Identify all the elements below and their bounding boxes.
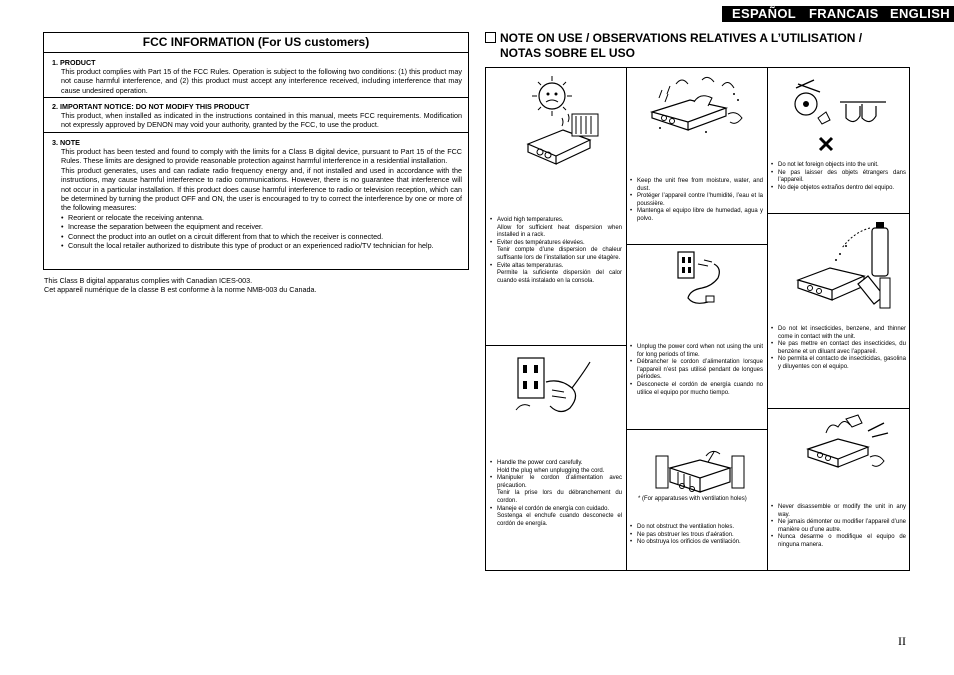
grid-divider: [768, 213, 909, 214]
list-item: • Reorient or relocate the receiving antenna.: [61, 213, 462, 222]
fcc-section-body-notice: [61, 111, 462, 130]
language-label-en: ENGLISH: [890, 6, 950, 21]
language-label-es: ESPAÑOL: [732, 6, 796, 21]
grid-divider: [627, 244, 767, 245]
foreign-objects-illustration-icon: [790, 74, 896, 160]
plug-handling-illustration-icon: [512, 352, 592, 418]
sun-heat-illustration-icon: [518, 74, 600, 170]
fcc-note-text-2: This product generates, uses and can radiate radio frequency energy and, if not installed and used in accordance with the instructions, may cause harmful interference to radio communications. However, there is no guarantee that interference will not occur in a particular installation. If this product does cause harmful interference to radio or television reception, which can be determined by turning the product OFF and ON, the user is encouraged to try to correct the interference by one or more of the following measures:: [61, 165, 462, 213]
list-item: • Handle the power cord carefully. Hold the plug when unplugging the cord.: [490, 460, 622, 475]
grid-divider: [486, 345, 626, 346]
list-item: • Nunca desarme o modifique el equipo de ninguna manera.: [771, 534, 906, 549]
fcc-information-box: [43, 32, 469, 270]
list-item: • Do not let insecticides, benzene, and thinner come in contact with the unit.: [771, 326, 906, 341]
list-item: • Ne pas laisser des objets étrangers dans l’appareil.: [771, 170, 906, 185]
cell-cord-text: [490, 460, 622, 528]
fcc-divider: [44, 132, 468, 133]
note-heading-line2: NOTAS SOBRE EL USO: [500, 46, 635, 60]
fcc-measures-list: [61, 213, 462, 251]
cell-moisture-text: [630, 178, 763, 224]
list-item: • Unplug the power cord when not using the unit for long periods of time.: [630, 344, 763, 359]
checkbox-square-icon: [485, 32, 496, 43]
grid-divider: [626, 68, 627, 570]
note-on-use-heading: [485, 31, 862, 61]
fcc-title: FCC INFORMATION (For US customers): [44, 33, 468, 53]
canada-compliance-en: This Class B digital apparatus complies with Canadian ICES-003.: [44, 276, 253, 285]
grid-divider: [767, 68, 768, 570]
language-label-fr: FRANCAIS: [809, 6, 879, 21]
grid-divider: [627, 429, 767, 430]
wall-outlet-illustration-icon: [674, 248, 730, 310]
list-item: • No deje objetos extraños dentro del equipo.: [771, 185, 906, 193]
cell-vent-text: [630, 524, 763, 547]
fcc-section-body-product: [61, 67, 462, 95]
fcc-section-title-product: 1. PRODUCT: [52, 58, 96, 67]
note-grid: [485, 67, 910, 571]
list-item: • Desconecte el cordón de energía cuando no utilice el equipo por mucho tiempo.: [630, 382, 763, 397]
fcc-divider: [44, 97, 468, 98]
list-item: • Débrancher le cordon d’alimentation lorsque l’appareil n’est pas utilisé pendant de longues périodes.: [630, 359, 763, 382]
list-item: • Eviter des températures élevées. Tenir compte d’une dispersion de chaleur suffisante lors de l’installation sur une étagère.: [490, 240, 622, 263]
list-item: • Maneje el cordón de energía con cuidado. Sostenga el enchufe cuando desconecte el cordón de energía.: [490, 506, 622, 529]
cell-foreign-text: [771, 162, 906, 192]
list-item: • Avoid high temperatures. Allow for sufficient heat dispersion when installed in a rack.: [490, 217, 622, 240]
disassembly-illustration-icon: [802, 413, 892, 475]
spray-can-illustration-icon: [792, 218, 898, 318]
fcc-section-body-note: [61, 147, 462, 250]
list-item: • Consult the local retailer authorized to distribute this type of product or an experienced radio/TV technician for help.: [61, 241, 462, 250]
list-item: • Increase the separation between the equipment and receiver.: [61, 222, 462, 231]
list-item: • No obstruya los orificios de ventilación.: [630, 539, 763, 547]
cell-vent-note: * (For apparatuses with ventilation holes): [638, 496, 747, 502]
fcc-section-title-notice: 2. IMPORTANT NOTICE: DO NOT MODIFY THIS PRODUCT: [52, 102, 250, 111]
fcc-notice-text: This product, when installed as indicated in the instructions contained in this manual, meets FCC requirements. Modification not expressly approved by DENON may void your authority, granted by the FCC, to use the product.: [61, 111, 462, 130]
page-number: II: [898, 634, 906, 648]
fcc-product-text: This product complies with Part 15 of the FCC Rules. Operation is subject to the following two conditions: (1) this product may not cause harmful interference, and (2) this product must accept any interference received, including interference that may cause undesired operation.: [61, 67, 462, 95]
ventilation-illustration-icon: [652, 448, 748, 500]
cell-insecticide-text: [771, 326, 906, 372]
list-item: • Manipuler le cordon d’alimentation avec précaution. Tenir la prise lors du débranchement du cordon.: [490, 475, 622, 505]
moisture-dust-illustration-icon: [646, 74, 746, 136]
list-item: • Never disassemble or modify the unit in any way.: [771, 504, 906, 519]
cell-disassemble-text: [771, 504, 906, 550]
list-item: • Mantenga el equipo libre de humedad, agua y polvo.: [630, 208, 763, 223]
fcc-note-text-1: This product has been tested and found to comply with the limits for a Class B digital device, pursuant to Part 15 of the FCC Rules. These limits are designed to provide reasonable protection against harmful interference in a residential installation.: [61, 147, 462, 166]
cell-heat-text: [490, 217, 622, 285]
list-item: • Evite altas temperaturas. Permite la suficiente dispersión del calor cuando está instalado en la consola.: [490, 263, 622, 286]
list-item: • Keep the unit free from moisture, water, and dust.: [630, 178, 763, 193]
list-item: • Protéger l’appareil contre l’humidité, l’eau et la poussière.: [630, 193, 763, 208]
list-item: • Do not obstruct the ventilation holes.: [630, 524, 763, 532]
list-item: • Do not let foreign objects into the unit.: [771, 162, 906, 170]
list-item: • Ne pas mettre en contact des insecticides, du benzène et un diluant avec l’appareil.: [771, 341, 906, 356]
list-item: • Ne jamais démonter ou modifier l’appareil d’une manière ou d’une autre.: [771, 519, 906, 534]
list-item: • No permita el contacto de insecticidas, gasolina y diluyentes con el equipo.: [771, 356, 906, 371]
list-item: • Ne pas obstruer les trous d’aération.: [630, 532, 763, 540]
canada-compliance-fr: Cet appareil numérique de la classe B est conforme à la norme NMB-003 du Canada.: [44, 285, 317, 294]
grid-divider: [768, 408, 909, 409]
list-item: • Connect the product into an outlet on a circuit different from that to which the receiver is connected.: [61, 232, 462, 241]
fcc-section-title-note: 3. NOTE: [52, 138, 80, 147]
language-banner: [722, 6, 954, 22]
cell-unplug-text: [630, 344, 763, 397]
note-heading-line1: NOTE ON USE / OBSERVATIONS RELATIVES A L’UTILISATION /: [500, 31, 863, 45]
